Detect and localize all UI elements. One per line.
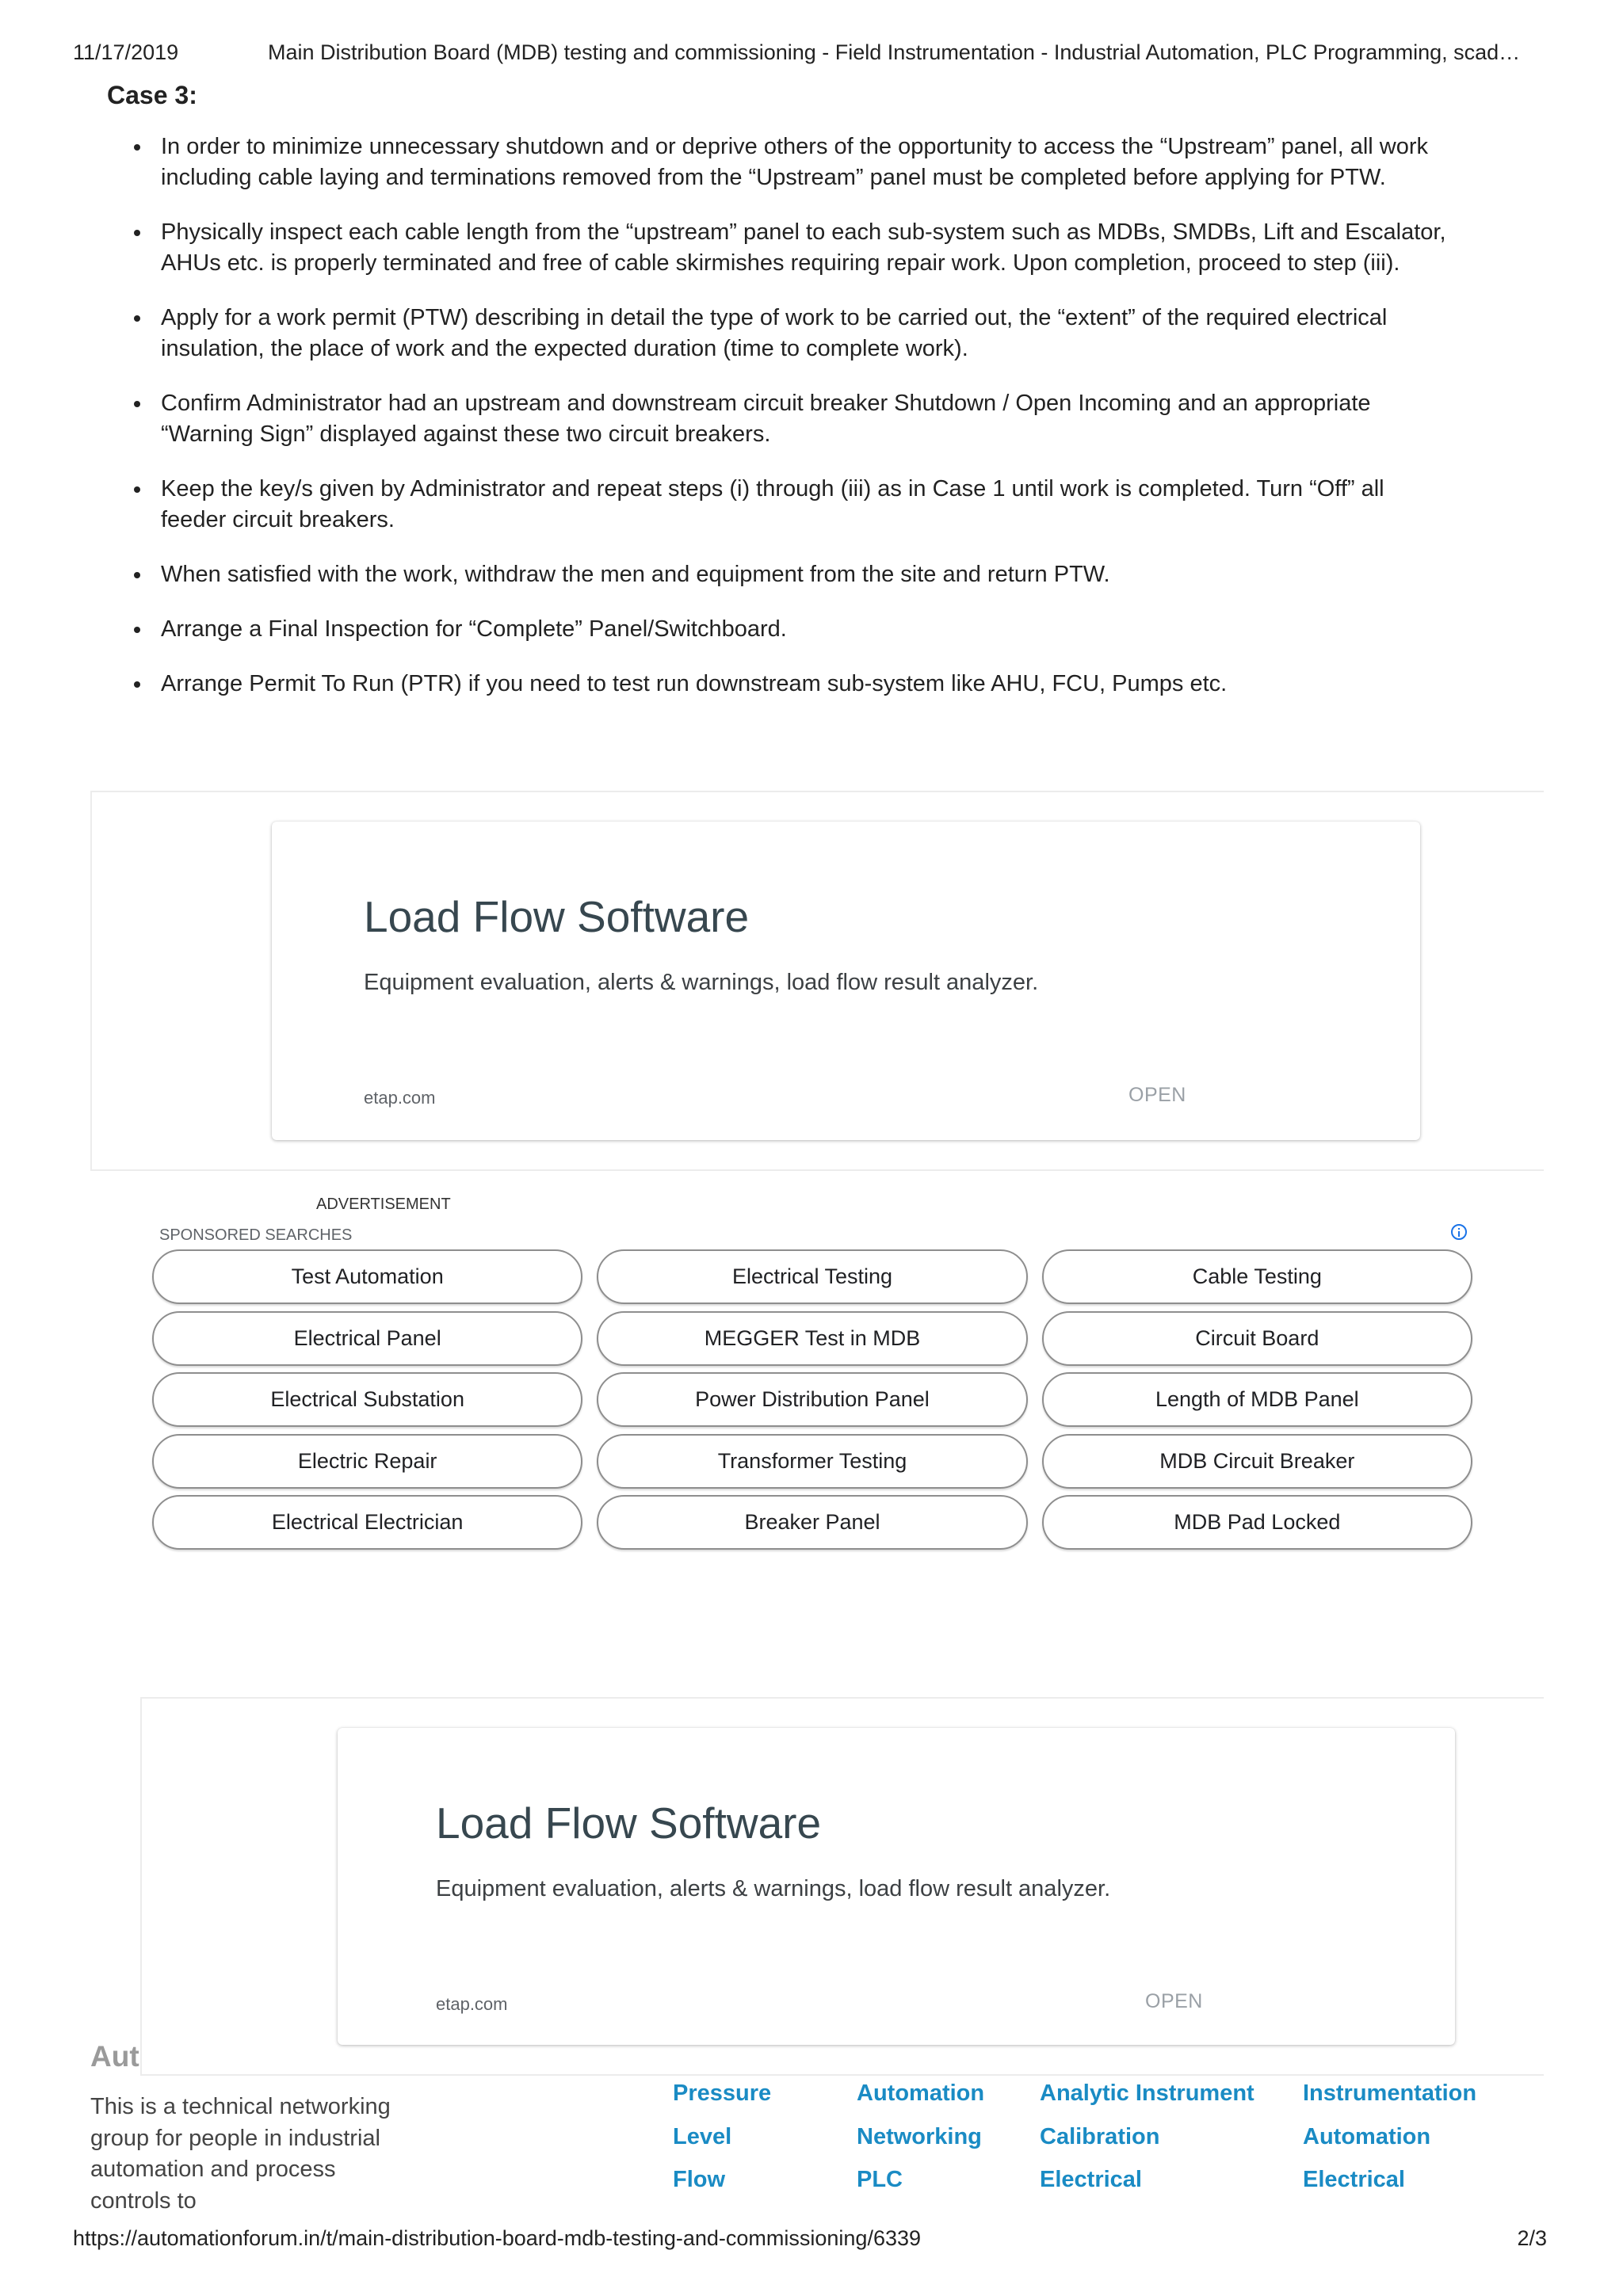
footer-link-column (673, 2080, 771, 2210)
bullet-item: When satisfied with the work, withdraw the men and equipment from the site and return PTW. (161, 559, 1446, 590)
sponsored-search-button[interactable]: MDB Circuit Breaker (1042, 1434, 1472, 1489)
footer-link[interactable]: Level (673, 2123, 732, 2149)
footer-link[interactable]: Automation (1303, 2123, 1431, 2149)
footer-link[interactable]: Pressure (673, 2081, 772, 2106)
footer-link[interactable]: PLC (857, 2167, 903, 2192)
sponsored-search-button[interactable]: Electric Repair (152, 1434, 582, 1489)
sponsored-search-button[interactable]: Length of MDB Panel (1042, 1372, 1472, 1427)
footer-link-column (1303, 2080, 1476, 2210)
ad-frame (140, 1697, 1544, 2076)
sponsored-search-button[interactable]: Cable Testing (1042, 1249, 1472, 1304)
print-page-url: https://automationforum.in/t/main-distribution-board-mdb-testing-and-commissioning/6339 (73, 2226, 922, 2250)
footer-heading: Aut (90, 2040, 139, 2073)
ad-title[interactable]: Load Flow Software (436, 1798, 822, 1848)
sponsored-search-button[interactable]: Power Distribution Panel (597, 1372, 1027, 1427)
bullet-item: Arrange a Final Inspection for “Complete” Panel/Switchboard. (161, 614, 1446, 645)
bullet-item: Arrange Permit To Run (PTR) if you need to test run downstream sub-system like AHU, FCU, Pumps etc. (161, 669, 1446, 700)
footer-link[interactable]: Networking (857, 2123, 982, 2149)
footer-link[interactable]: Automation (857, 2081, 985, 2106)
ad-open-button[interactable]: OPEN (1145, 1990, 1203, 2012)
footer-link[interactable]: Analytic Instrument (1040, 2081, 1254, 2106)
bullet-item: In order to minimize unnecessary shutdown and or deprive others of the opportunity to access the “Upstream” panel, all work including cable laying and terminations removed from the “Upstream” panel must be completed before applying for PTW. (161, 132, 1446, 193)
sponsored-searches-grid (152, 1249, 1472, 1550)
footer-link-column (1040, 2080, 1254, 2210)
info-circle-icon[interactable] (1451, 1224, 1467, 1240)
sponsored-search-button[interactable]: Transformer Testing (597, 1434, 1027, 1489)
footer-about-text: This is a technical networking group for people in industrial automation and process controls to (90, 2094, 391, 2214)
bullet-item: Keep the key/s given by Administrator and repeat steps (i) through (iii) as in Case 1 until work is completed. Turn “Off” all feeder circuit breakers. (161, 474, 1446, 536)
sponsored-search-button[interactable]: Breaker Panel (597, 1495, 1027, 1550)
sponsored-search-button[interactable]: Test Automation (152, 1249, 582, 1304)
sponsored-searches-label: SPONSORED SEARCHES (159, 1226, 353, 1244)
sponsored-search-button[interactable]: Electrical Panel (152, 1311, 582, 1366)
ad-card[interactable] (272, 822, 1420, 1140)
print-page-number: 2/3 (1517, 2226, 1547, 2250)
footer-link-column (857, 2080, 984, 2210)
footer-link[interactable]: Calibration (1040, 2123, 1160, 2149)
footer-link[interactable]: Instrumentation (1303, 2081, 1477, 2106)
print-page-title: Main Distribution Board (MDB) testing and commissioning - Field Instrumentation - Industrial Automation, PLC Programming, scad… (268, 40, 1521, 64)
advertisement-label: ADVERTISEMENT (316, 1196, 451, 1213)
sponsored-search-button[interactable]: Circuit Board (1042, 1311, 1472, 1366)
sponsored-search-button[interactable]: MDB Pad Locked (1042, 1495, 1472, 1550)
sponsored-search-button[interactable]: Electrical Testing (597, 1249, 1027, 1304)
bullet-item: Confirm Administrator had an upstream and downstream circuit breaker Shutdown / Open Incoming and an appropriate “Warning Sign” displayed against these two circuit breakers. (161, 388, 1446, 450)
footer-link[interactable]: Electrical (1303, 2167, 1405, 2192)
case-3-heading: Case 3: (107, 81, 197, 109)
ad-description: Equipment evaluation, alerts & warnings, load flow result analyzer. (364, 970, 1039, 995)
case-3-bullet-list (161, 132, 1446, 723)
sponsored-search-button[interactable]: MEGGER Test in MDB (597, 1311, 1027, 1366)
print-date: 11/17/2019 (73, 40, 179, 64)
ad-frame (90, 791, 1544, 1171)
ad-description: Equipment evaluation, alerts & warnings, load flow result analyzer. (436, 1876, 1111, 1901)
ad-open-button[interactable]: OPEN (1128, 1084, 1186, 1106)
sponsored-search-button[interactable]: Electrical Substation (152, 1372, 582, 1427)
footer-link[interactable]: Flow (673, 2167, 726, 2192)
bullet-item: Apply for a work permit (PTW) describing in detail the type of work to be carried out, the “extent” of the required electrical insulation, the place of work and the expected duration (time to complete work). (161, 303, 1446, 364)
footer-link[interactable]: Electrical (1040, 2167, 1142, 2192)
ad-domain[interactable]: etap.com (364, 1088, 436, 1108)
bullet-item: Physically inspect each cable length from the “upstream” panel to each sub-system such as MDBs, SMDBs, Lift and Escalator, AHUs etc. is properly terminated and free of cable skirmishes requiring repair work. Upon completion, proceed to step (iii). (161, 217, 1446, 279)
sponsored-search-button[interactable]: Electrical Electrician (152, 1495, 582, 1550)
ad-card[interactable] (338, 1728, 1455, 2045)
ad-title[interactable]: Load Flow Software (364, 892, 750, 941)
ad-domain[interactable]: etap.com (436, 1994, 508, 2014)
